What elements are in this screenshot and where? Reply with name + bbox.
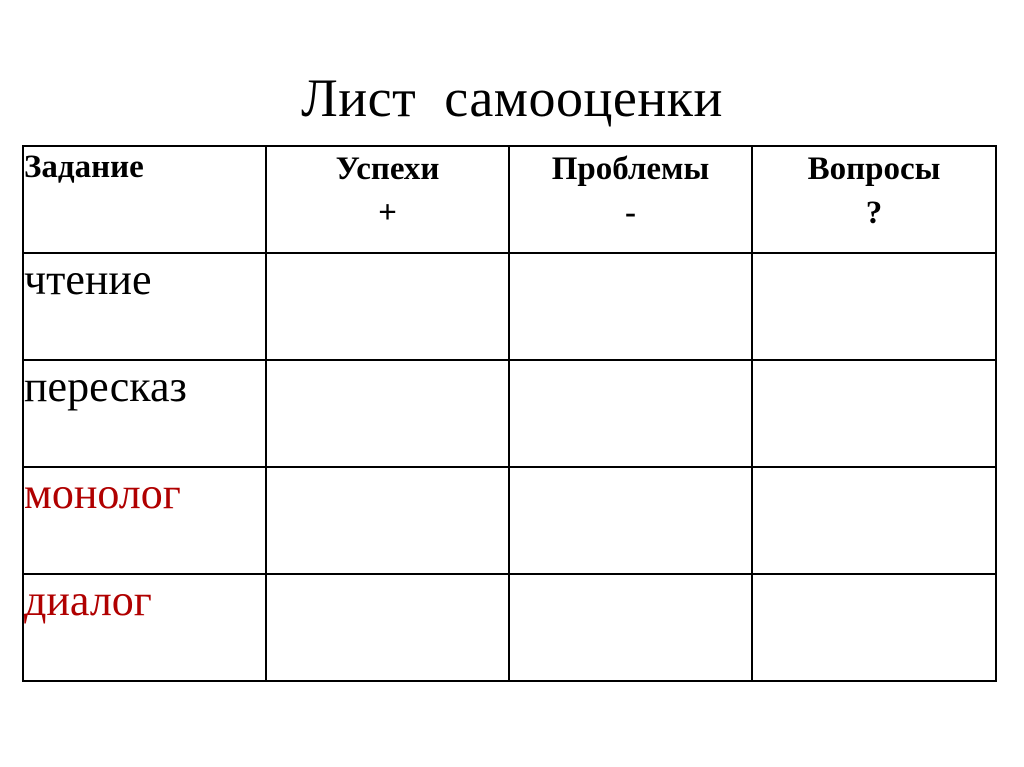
table-row-reading (23, 253, 996, 360)
cell-dialogue-successes[interactable] (266, 574, 509, 681)
cell-retelling-successes[interactable] (266, 360, 509, 467)
cell-retelling-problems[interactable] (509, 360, 752, 467)
cell-dialogue-problems[interactable] (509, 574, 752, 681)
header-problems (509, 146, 752, 253)
task-reading: чтение (23, 253, 266, 360)
cell-reading-questions[interactable] (752, 253, 996, 360)
task-monologue: монолог (23, 467, 266, 574)
task-retelling: пересказ (23, 360, 266, 467)
table-row-monologue (23, 467, 996, 574)
self-assessment-table (22, 145, 997, 682)
header-successes-symbol: + (378, 195, 397, 231)
header-successes-label: Успехи (335, 151, 440, 187)
header-task: Задание (23, 146, 266, 253)
page-title: Лист самооценки (301, 68, 723, 128)
cell-dialogue-questions[interactable] (752, 574, 996, 681)
cell-monologue-successes[interactable] (266, 467, 509, 574)
cell-reading-problems[interactable] (509, 253, 752, 360)
header-questions-symbol: ? (865, 195, 883, 231)
cell-retelling-questions[interactable] (752, 360, 996, 467)
table-row-dialogue (23, 574, 996, 681)
header-questions-label: Вопросы (807, 151, 941, 187)
cell-monologue-problems[interactable] (509, 467, 752, 574)
header-problems-label: Проблемы (551, 151, 710, 187)
cell-monologue-questions[interactable] (752, 467, 996, 574)
header-successes (266, 146, 509, 253)
task-dialogue: диалог (23, 574, 266, 681)
header-questions (752, 146, 996, 253)
header-problems-symbol: - (625, 195, 636, 231)
table-row-retelling (23, 360, 996, 467)
cell-reading-successes[interactable] (266, 253, 509, 360)
table-header-row (23, 146, 996, 253)
